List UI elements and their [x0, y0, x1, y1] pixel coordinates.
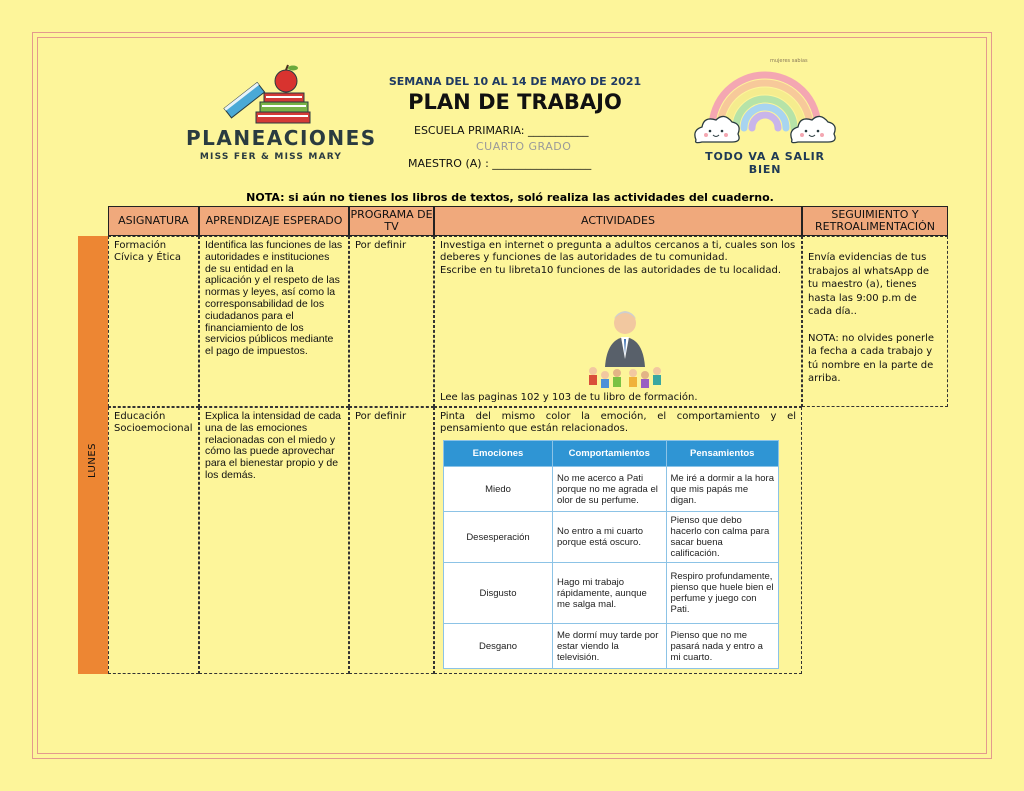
- row1-tv: Por definir: [349, 236, 434, 407]
- row2-tv: Por definir: [349, 407, 434, 674]
- day-label: LUNES: [87, 442, 99, 478]
- emotions-header-3: Pensamientos: [666, 441, 779, 467]
- behavior-cell: No me acerco a Pati porque no me agrada el olor de su perfume.: [553, 467, 667, 512]
- books-apple-icon: [218, 64, 318, 126]
- grade-label: CUARTO GRADO: [476, 140, 572, 153]
- day-label-wrap: [78, 440, 108, 480]
- behavior-cell: Hago mi trabajo rápidamente, aunque me salga mal.: [553, 563, 667, 624]
- emotions-header-1: Emociones: [444, 441, 553, 467]
- row2-subject: Educación Socioemocional: [108, 407, 199, 674]
- row1-activity-1: Investiga en internet o pregunta a adultos cercanos a ti, cuales son los deberes y funciones de las autoridades de tu comunidad.: [440, 240, 796, 264]
- table-row: [444, 512, 779, 563]
- thought-cell: Pienso que no me pasará nada y entro a mi cuarto.: [666, 624, 779, 669]
- thought-cell: Respiro profundamente, pienso que huele bien el perfume y juego con Pati.: [666, 563, 779, 624]
- rainbow-clouds-icon: [690, 60, 840, 150]
- follow-up-text-1: Envía evidencias de tus trabajos al whatsApp de tu maestro (a), tienes hasta las 9:00 p.m de cada día..: [808, 252, 929, 317]
- follow-up-text-2: NOTA: no olvides ponerle la fecha a cada trabajo y tú nombre en la parte de arriba.: [808, 332, 935, 384]
- row1-activity-2: Escribe en tu libreta10 funciones de las autoridades de tu localidad.: [440, 264, 782, 276]
- row2-learning: Explica la intensidad de cada una de las emociones relacionadas con el miedo y cómo las puede aprovechar para el bienestar propio y de los demás.: [199, 407, 349, 674]
- emotion-cell: Desgano: [444, 624, 553, 669]
- rainbow-caption: TODO VA A SALIR BIEN: [705, 150, 825, 176]
- school-field: ESCUELA PRIMARIA: ___________: [414, 124, 589, 137]
- header-programa: PROGRAMA DE TV: [349, 206, 434, 236]
- behavior-cell: Me dormí muy tarde por estar viendo la televisión.: [553, 624, 667, 669]
- row2-activity-1: Pinta del mismo color la emoción, el comportamiento y el pensamiento que están relacionados.: [440, 411, 796, 435]
- week-label: SEMANA DEL 10 AL 14 DE MAYO DE 2021: [388, 75, 642, 88]
- behavior-cell: No entro a mi cuarto porque está oscuro.: [553, 512, 667, 563]
- table-row: [444, 563, 779, 624]
- table-row: [444, 624, 779, 669]
- thought-cell: Pienso que debo hacerlo con calma para sacar buena calificación.: [666, 512, 779, 563]
- page-title: PLAN DE TRABAJO: [408, 90, 622, 114]
- header-actividades: ACTIVIDADES: [434, 206, 802, 236]
- row1-activity-3: Lee las paginas 102 y 103 de tu libro de formación.: [440, 392, 698, 403]
- header-asignatura: ASIGNATURA: [108, 206, 199, 236]
- emotion-cell: Disgusto: [444, 563, 553, 624]
- authorities-illustration-icon: [585, 297, 665, 389]
- logo-subtitle: MISS FER & MISS MARY: [199, 152, 343, 162]
- thought-cell: Me iré a dormir a la hora que mis papás me digan.: [666, 467, 779, 512]
- emotion-cell: Miedo: [444, 467, 553, 512]
- emotions-header-2: Comportamientos: [553, 441, 667, 467]
- header-aprendizaje: APRENDIZAJE ESPERADO: [199, 206, 349, 236]
- follow-up-cell: [802, 236, 948, 407]
- table-row: [444, 467, 779, 512]
- row1-learning: Identifica las funciones de las autoridades e instituciones de su entidad en la aplicación y el respeto de las normas y leyes, así como la corresponsabilidad de los ciudadanos para el financiamiento de los servicios públicos mediante el pago de impuestos.: [199, 236, 349, 407]
- emotion-cell: Desesperación: [444, 512, 553, 563]
- row1-activities: [434, 236, 802, 407]
- rainbow-tiny-label: mujeres sabias: [770, 58, 808, 64]
- emotions-table: [443, 440, 779, 669]
- row1-subject: Formación Cívica y Ética: [108, 236, 199, 407]
- note-text: NOTA: si aún no tienes los libros de textos, soló realiza las actividades del cuaderno.: [246, 191, 774, 204]
- teacher-field: MAESTRO (A) : __________________: [408, 157, 592, 170]
- header-seguimiento: SEGUIMIENTO Y RETROALIMENTACIÓN: [802, 206, 948, 236]
- logo-title: PLANEACIONES: [186, 126, 377, 150]
